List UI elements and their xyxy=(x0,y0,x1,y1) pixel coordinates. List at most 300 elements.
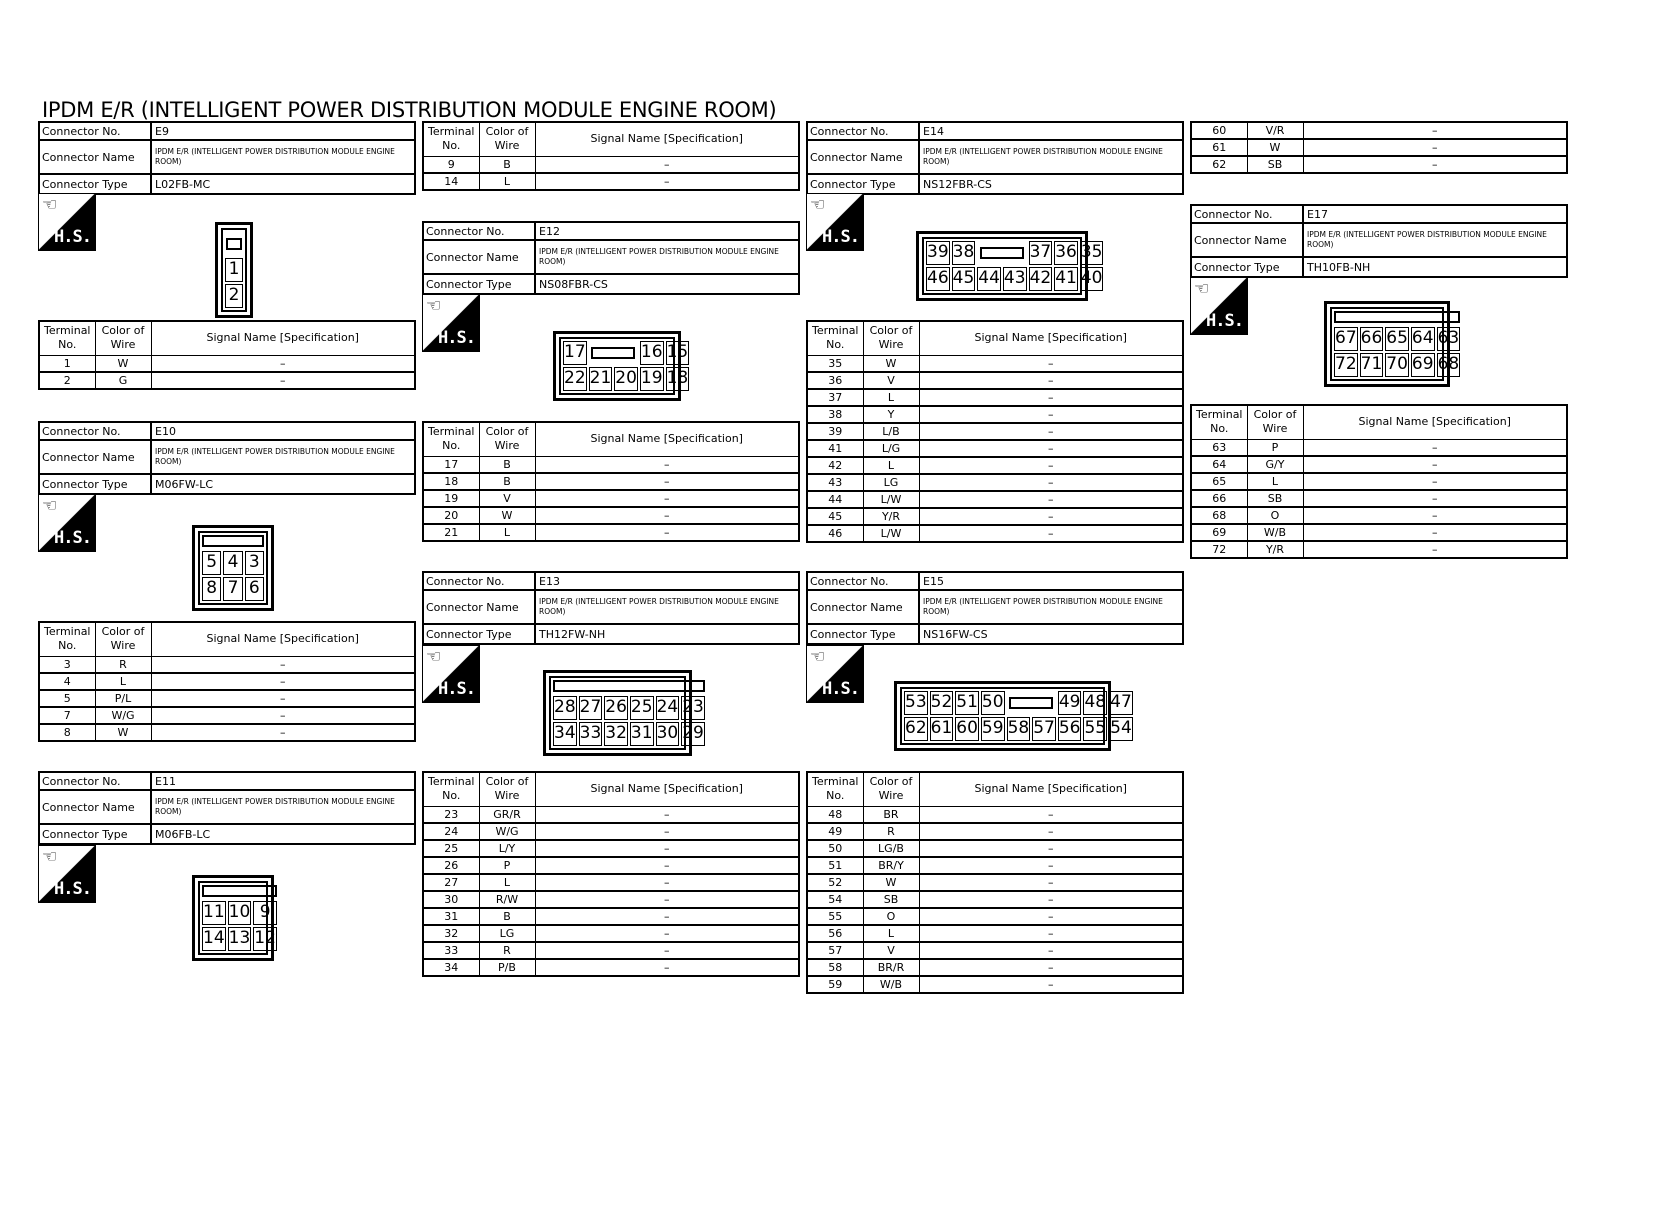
terminal-cavity: 46 xyxy=(926,267,950,291)
terminal-cell: 66 xyxy=(1191,490,1247,507)
signal-cell: – xyxy=(151,690,415,707)
terminal-cavity: 19 xyxy=(640,367,664,391)
table-row xyxy=(807,840,1183,857)
terminal-cavity: 56 xyxy=(1058,717,1082,741)
info-row xyxy=(424,241,798,275)
info-value: IPDM E/R (INTELLIGENT POWER DISTRIBUTION MODULE ENGINE ROOM) xyxy=(923,597,1163,616)
terminal-cavity: 1 xyxy=(225,258,243,282)
signal-header: Signal Name [Specification] xyxy=(535,122,799,156)
info-value: E13 xyxy=(539,574,560,588)
cavity-rows xyxy=(202,901,277,951)
connector-info-table xyxy=(806,121,1184,195)
connector-E15-table xyxy=(806,771,1184,994)
info-row xyxy=(40,773,414,791)
terminal-table xyxy=(422,771,800,977)
terminal-cell: 9 xyxy=(423,156,479,173)
info-row xyxy=(1192,258,1566,276)
cavity-row xyxy=(202,551,264,575)
page-title: IPDM E/R (INTELLIGENT POWER DISTRIBUTION MODULE ENGINE ROOM) xyxy=(42,98,777,122)
terminal-cavity: 16 xyxy=(640,341,664,365)
info-value: IPDM E/R (INTELLIGENT POWER DISTRIBUTION MODULE ENGINE ROOM) xyxy=(923,147,1163,166)
color-cell: V xyxy=(863,942,919,959)
cavity-row xyxy=(1334,353,1460,377)
cavity-rows xyxy=(1334,327,1460,377)
cavity-row xyxy=(202,577,264,601)
info-row xyxy=(40,123,414,141)
table-row xyxy=(423,156,799,173)
terminal-cavity: 49 xyxy=(1058,691,1082,715)
terminal-cavity: 18 xyxy=(666,367,690,391)
terminal-cell: 51 xyxy=(807,857,863,874)
color-cell: R xyxy=(95,656,151,673)
color-cell: W xyxy=(1247,139,1303,156)
terminal-cavity: 37 xyxy=(1029,241,1053,265)
color-cell: O xyxy=(1247,507,1303,524)
harness-side-icon: ☜ H.S. xyxy=(38,193,96,251)
info-label: Connector Type xyxy=(424,625,536,643)
terminal-cavity: 44 xyxy=(977,267,1001,291)
info-label: Connector Type xyxy=(1192,258,1304,276)
color-cell: G/Y xyxy=(1247,456,1303,473)
color-cell: P xyxy=(1247,439,1303,456)
signal-header: Signal Name [Specification] xyxy=(919,772,1183,806)
color-cell: B xyxy=(479,908,535,925)
info-label: Connector No. xyxy=(808,123,920,139)
info-label: Connector No. xyxy=(808,573,920,589)
terminal-table xyxy=(806,320,1184,543)
connector-E10-table xyxy=(38,621,416,742)
signal-header: Signal Name [Specification] xyxy=(535,772,799,806)
table-header xyxy=(423,772,799,806)
terminal-cavity: 64 xyxy=(1411,327,1435,351)
terminal-header: Terminal No. xyxy=(807,321,863,355)
terminal-cell: 69 xyxy=(1191,524,1247,541)
table-row xyxy=(1191,507,1567,524)
table-row xyxy=(807,389,1183,406)
terminal-cell: 52 xyxy=(807,874,863,891)
signal-cell: – xyxy=(535,524,799,541)
color-cell: R xyxy=(479,942,535,959)
color-cell: V/R xyxy=(1247,122,1303,139)
terminal-cavity: 53 xyxy=(904,691,928,715)
terminal-cell: 45 xyxy=(807,508,863,525)
table-row xyxy=(807,423,1183,440)
cavity-row xyxy=(563,341,689,365)
table-row xyxy=(807,857,1183,874)
color-cell: LG xyxy=(479,925,535,942)
connector-E11-info xyxy=(38,771,416,845)
terminal-cavity: 34 xyxy=(553,722,577,746)
table-row xyxy=(423,823,799,840)
terminal-cavity: 59 xyxy=(981,717,1005,741)
signal-header: Signal Name [Specification] xyxy=(919,321,1183,355)
color-cell: B xyxy=(479,473,535,490)
terminal-cavity: 10 xyxy=(228,901,252,925)
signal-cell: – xyxy=(1303,541,1567,558)
table-row xyxy=(1191,439,1567,456)
color-cell: P/B xyxy=(479,959,535,976)
signal-cell: – xyxy=(1303,122,1567,139)
signal-cell: – xyxy=(1303,439,1567,456)
info-row xyxy=(424,591,798,625)
terminal-cell: 33 xyxy=(423,942,479,959)
connector-face-E10 xyxy=(192,525,274,611)
terminal-cavity: 3 xyxy=(245,551,264,575)
cavity-row xyxy=(202,901,277,925)
table-row xyxy=(423,959,799,976)
info-value: E11 xyxy=(155,774,176,788)
cavity-rows xyxy=(926,241,1103,291)
connector-E13-info xyxy=(422,571,800,645)
color-cell: W xyxy=(863,355,919,372)
terminal-cavity: 11 xyxy=(202,901,226,925)
info-value: IPDM E/R (INTELLIGENT POWER DISTRIBUTION MODULE ENGINE ROOM) xyxy=(155,447,395,466)
terminal-cavity: 55 xyxy=(1083,717,1107,741)
table-row xyxy=(1191,156,1567,173)
terminal-cavity: 32 xyxy=(604,722,628,746)
terminal-cavity: 24 xyxy=(656,696,680,720)
connector-E9-table xyxy=(38,320,416,390)
terminal-header: Terminal No. xyxy=(423,772,479,806)
terminal-cavity: 36 xyxy=(1054,241,1078,265)
signal-cell: – xyxy=(1303,507,1567,524)
table-row xyxy=(807,959,1183,976)
info-row xyxy=(808,591,1182,625)
signal-header: Signal Name [Specification] xyxy=(1303,405,1567,439)
signal-cell: – xyxy=(151,724,415,741)
color-cell: P xyxy=(479,857,535,874)
cavity-row xyxy=(225,258,243,282)
table-row xyxy=(423,806,799,823)
terminal-header: Terminal No. xyxy=(423,122,479,156)
connector-cavity-grid xyxy=(1330,307,1460,381)
info-value: NS12FBR-CS xyxy=(923,177,992,191)
terminal-cavity: 6 xyxy=(245,577,264,601)
signal-header: Signal Name [Specification] xyxy=(535,422,799,456)
table-row xyxy=(1191,122,1567,139)
terminal-cavity: 29 xyxy=(681,722,705,746)
signal-cell: – xyxy=(919,423,1183,440)
connector-info-table xyxy=(806,571,1184,645)
info-row xyxy=(808,141,1182,175)
table-row xyxy=(39,673,415,690)
terminal-cavity: 40 xyxy=(1080,267,1104,291)
terminal-cell: 5 xyxy=(39,690,95,707)
terminal-cavity: 8 xyxy=(202,577,221,601)
signal-cell: – xyxy=(919,891,1183,908)
color-cell: L xyxy=(863,457,919,474)
color-cell: W/B xyxy=(863,976,919,993)
terminal-cavity: 27 xyxy=(579,696,603,720)
table-header xyxy=(423,422,799,456)
signal-cell: – xyxy=(535,823,799,840)
cavity-rows xyxy=(904,691,1133,741)
terminal-cavity: 70 xyxy=(1385,353,1409,377)
signal-cell: – xyxy=(151,673,415,690)
terminal-cell: 26 xyxy=(423,857,479,874)
terminal-cell: 30 xyxy=(423,891,479,908)
color-cell: B xyxy=(479,156,535,173)
table-row xyxy=(423,173,799,190)
terminal-cell: 24 xyxy=(423,823,479,840)
table-row xyxy=(807,942,1183,959)
info-value: M06FB-LC xyxy=(155,827,211,841)
signal-header: Signal Name [Specification] xyxy=(151,321,415,355)
info-row xyxy=(424,223,798,241)
connector-cavity-grid xyxy=(559,337,689,395)
connector-info-table xyxy=(38,771,416,845)
terminal-header: Terminal No. xyxy=(39,321,95,355)
terminal-cell: 59 xyxy=(807,976,863,993)
terminal-cavity: 9 xyxy=(253,901,277,925)
table-row xyxy=(1191,490,1567,507)
terminal-cavity: 51 xyxy=(955,691,979,715)
connector-cavity-grid xyxy=(198,881,276,955)
terminal-cell: 56 xyxy=(807,925,863,942)
connector-lock-key xyxy=(589,341,638,365)
harness-side-icon: ☜ H.S. xyxy=(806,193,864,251)
terminal-cavity: 15 xyxy=(666,341,690,365)
color-header: Color of Wire xyxy=(95,321,151,355)
table-row xyxy=(423,456,799,473)
signal-cell: – xyxy=(535,857,799,874)
cavity-row xyxy=(225,284,243,308)
cavity-rows xyxy=(202,551,264,601)
terminal-cavity: 60 xyxy=(955,717,979,741)
signal-cell: – xyxy=(535,908,799,925)
signal-cell: – xyxy=(535,959,799,976)
color-cell: B xyxy=(479,456,535,473)
color-cell: L xyxy=(95,673,151,690)
terminal-cell: 25 xyxy=(423,840,479,857)
info-row xyxy=(424,573,798,591)
terminal-header: Terminal No. xyxy=(39,622,95,656)
table-row xyxy=(807,874,1183,891)
color-header: Color of Wire xyxy=(479,122,535,156)
terminal-cell: 1 xyxy=(39,355,95,372)
color-cell: Y/R xyxy=(863,508,919,525)
info-row xyxy=(40,825,414,843)
info-value: E9 xyxy=(155,124,169,138)
connector-face-E15 xyxy=(894,681,1132,751)
connector-info-table xyxy=(38,121,416,195)
terminal-cavity: 72 xyxy=(1334,353,1358,377)
cavity-row xyxy=(202,927,277,951)
table-row xyxy=(807,440,1183,457)
table-header xyxy=(807,321,1183,355)
info-value: IPDM E/R (INTELLIGENT POWER DISTRIBUTION MODULE ENGINE ROOM) xyxy=(155,147,395,166)
terminal-cavity: 61 xyxy=(930,717,954,741)
terminal-cavity: 38 xyxy=(952,241,976,265)
color-cell: GR/R xyxy=(479,806,535,823)
info-value: IPDM E/R (INTELLIGENT POWER DISTRIBUTION MODULE ENGINE ROOM) xyxy=(155,797,395,816)
signal-cell: – xyxy=(919,474,1183,491)
color-cell: W xyxy=(95,355,151,372)
color-header: Color of Wire xyxy=(863,321,919,355)
color-cell: L/G xyxy=(863,440,919,457)
info-value: IPDM E/R (INTELLIGENT POWER DISTRIBUTION MODULE ENGINE ROOM) xyxy=(1307,230,1547,249)
info-row xyxy=(1192,224,1566,258)
terminal-cell: 61 xyxy=(1191,139,1247,156)
signal-cell: – xyxy=(919,823,1183,840)
terminal-cell: 20 xyxy=(423,507,479,524)
signal-cell: – xyxy=(919,389,1183,406)
color-cell: R/W xyxy=(479,891,535,908)
terminal-cavity: 22 xyxy=(563,367,587,391)
signal-cell: – xyxy=(919,508,1183,525)
color-cell: W/G xyxy=(95,707,151,724)
table-row xyxy=(423,908,799,925)
terminal-cell: 4 xyxy=(39,673,95,690)
color-cell: Y/R xyxy=(1247,541,1303,558)
color-header: Color of Wire xyxy=(479,772,535,806)
info-label: Connector Name xyxy=(424,241,536,273)
table-row xyxy=(807,908,1183,925)
terminal-cell: 23 xyxy=(423,806,479,823)
table-row xyxy=(807,372,1183,389)
connector-hood xyxy=(553,680,705,692)
table-row xyxy=(423,925,799,942)
color-cell: BR/Y xyxy=(863,857,919,874)
terminal-cell: 57 xyxy=(807,942,863,959)
info-row xyxy=(40,791,414,825)
terminal-cavity: 7 xyxy=(223,577,242,601)
terminal-cavity: 69 xyxy=(1411,353,1435,377)
color-cell: W xyxy=(863,874,919,891)
table-row xyxy=(423,874,799,891)
info-label: Connector No. xyxy=(40,773,152,789)
info-value: NS16FW-CS xyxy=(923,627,988,641)
terminal-cell: 58 xyxy=(807,959,863,976)
info-row xyxy=(424,625,798,643)
signal-cell: – xyxy=(919,840,1183,857)
terminal-cavity: 28 xyxy=(553,696,577,720)
table-row xyxy=(423,524,799,541)
signal-cell: – xyxy=(919,355,1183,372)
terminal-cavity: 52 xyxy=(930,691,954,715)
info-row xyxy=(40,475,414,493)
table-header xyxy=(807,772,1183,806)
info-label: Connector Type xyxy=(40,175,152,193)
terminal-cell: 39 xyxy=(807,423,863,440)
cavity-row xyxy=(225,232,243,256)
connector-info-table xyxy=(422,221,800,295)
terminal-cavity: 68 xyxy=(1437,353,1461,377)
info-label: Connector Name xyxy=(40,441,152,473)
terminal-cavity: 67 xyxy=(1334,327,1358,351)
connector-E10-info xyxy=(38,421,416,495)
terminal-cavity: 5 xyxy=(202,551,221,575)
terminal-cavity: 26 xyxy=(604,696,628,720)
connector-cavity-grid xyxy=(549,676,704,750)
terminal-cavity: 4 xyxy=(223,551,242,575)
terminal-cavity: 57 xyxy=(1032,717,1056,741)
info-label: Connector Name xyxy=(1192,224,1304,256)
harness-side-icon: ☜ H.S. xyxy=(422,294,480,352)
terminal-cell: 21 xyxy=(423,524,479,541)
info-label: Connector Type xyxy=(40,475,152,493)
connector-hood xyxy=(202,885,277,897)
connector-E13-table xyxy=(422,771,800,977)
terminal-cavity: 39 xyxy=(926,241,950,265)
connector-E15-info xyxy=(806,571,1184,645)
signal-cell: – xyxy=(919,806,1183,823)
terminal-cavity: 54 xyxy=(1109,717,1133,741)
connector-face-E11 xyxy=(192,875,274,961)
terminal-cell: 46 xyxy=(807,525,863,542)
signal-cell: – xyxy=(535,456,799,473)
table-row xyxy=(1191,473,1567,490)
harness-side-icon: ☜ H.S. xyxy=(38,845,96,903)
signal-cell: – xyxy=(535,156,799,173)
info-value: NS08FBR-CS xyxy=(539,277,608,291)
cavity-rows xyxy=(563,341,689,391)
color-cell: BR/R xyxy=(863,959,919,976)
connector-lock-key xyxy=(225,232,243,256)
signal-cell: – xyxy=(919,372,1183,389)
table-row xyxy=(1191,139,1567,156)
info-row xyxy=(1192,206,1566,224)
color-header: Color of Wire xyxy=(863,772,919,806)
signal-cell: – xyxy=(151,355,415,372)
terminal-cavity: 63 xyxy=(1437,327,1461,351)
signal-cell: – xyxy=(1303,139,1567,156)
signal-header: Signal Name [Specification] xyxy=(151,622,415,656)
table-row xyxy=(807,925,1183,942)
color-cell: L xyxy=(1247,473,1303,490)
terminal-cell: 65 xyxy=(1191,473,1247,490)
connector-E17-table xyxy=(1190,404,1568,559)
info-value: E14 xyxy=(923,124,944,138)
signal-cell: – xyxy=(919,942,1183,959)
table-row xyxy=(1191,541,1567,558)
terminal-cell: 36 xyxy=(807,372,863,389)
connector-lock-key xyxy=(1007,691,1056,715)
color-header: Color of Wire xyxy=(95,622,151,656)
signal-cell: – xyxy=(535,840,799,857)
color-cell: L xyxy=(479,874,535,891)
cavity-rows xyxy=(553,696,705,746)
terminal-cavity: 31 xyxy=(630,722,654,746)
terminal-cavity: 71 xyxy=(1360,353,1384,377)
table-row xyxy=(39,656,415,673)
info-label: Connector No. xyxy=(1192,206,1304,222)
info-row xyxy=(40,441,414,475)
terminal-cavity: 47 xyxy=(1109,691,1133,715)
table-header xyxy=(39,321,415,355)
table-row xyxy=(39,355,415,372)
terminal-table xyxy=(806,771,1184,994)
terminal-cell: 34 xyxy=(423,959,479,976)
table-header xyxy=(39,622,415,656)
signal-cell: – xyxy=(1303,156,1567,173)
terminal-cell: 19 xyxy=(423,490,479,507)
table-row xyxy=(807,508,1183,525)
signal-cell: – xyxy=(919,857,1183,874)
terminal-cell: 31 xyxy=(423,908,479,925)
terminal-header: Terminal No. xyxy=(807,772,863,806)
color-cell: O xyxy=(863,908,919,925)
table-row xyxy=(807,823,1183,840)
terminal-cavity: 48 xyxy=(1083,691,1107,715)
table-row xyxy=(807,491,1183,508)
connector-hood xyxy=(1334,311,1460,323)
terminal-cavity: 58 xyxy=(1007,717,1031,741)
signal-cell: – xyxy=(535,942,799,959)
terminal-cavity: 12 xyxy=(253,927,277,951)
terminal-cell: 50 xyxy=(807,840,863,857)
terminal-table xyxy=(38,621,416,742)
